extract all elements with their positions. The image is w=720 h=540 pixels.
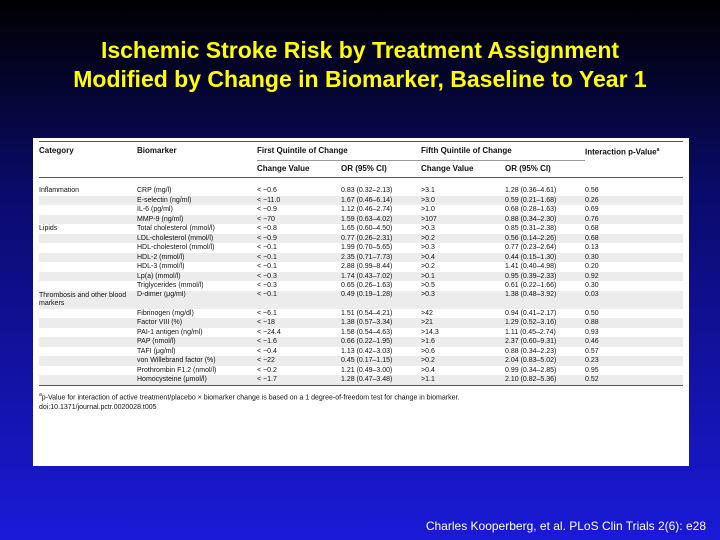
cell-q1-or: 0.65 (0.26–1.63): [341, 282, 393, 290]
cell-q1-or: 2.88 (0.99–8.44): [341, 263, 393, 271]
cell-category: [39, 215, 137, 225]
cell-category: [39, 375, 137, 385]
cell-category: [39, 243, 137, 253]
cell-p-value: 0.50: [585, 309, 599, 317]
cell-q1-change: < −24.4: [257, 328, 281, 336]
table-panel: [33, 138, 689, 466]
cell-q1-or: 1.51 (0.54–4.21): [341, 309, 393, 317]
cell-biomarker: IL-6 (pg/ml): [137, 206, 173, 214]
cell-biomarker: HDL-2 (mmol/l): [137, 253, 257, 263]
cell-q1-or: 0.83 (0.32–2.13): [341, 187, 393, 195]
cell-q1-change: < −0.1: [257, 244, 277, 252]
cell-q5-or: 1.11 (0.45–2.74): [505, 328, 556, 336]
table-row: [39, 366, 683, 376]
cell-biomarker: Fibrinogen (mg/dl): [137, 309, 194, 317]
cell-q1-change: < −1.6: [257, 337, 341, 347]
cell-q5-change: >1.6: [421, 337, 505, 347]
cell-q5-or: 0.59 (0.21–1.68): [505, 196, 585, 206]
table-row: [39, 215, 683, 225]
cell-q5-or: 0.99 (0.34–2.85): [505, 366, 557, 374]
cell-q1-or: 1.38 (0.57–3.34): [341, 318, 421, 328]
cell-q5-change: >0.2: [421, 356, 505, 366]
cell-q5-or: 0.77 (0.23–2.64): [505, 244, 557, 252]
table-row: [39, 337, 683, 347]
header-q1-change: Change Value: [257, 161, 341, 178]
cell-p-value: 0.88: [585, 318, 683, 328]
cell-q5-or: 0.56 (0.14–2.26): [505, 234, 585, 244]
header-category: Category: [39, 142, 137, 161]
cell-biomarker: Factor VIII (%): [137, 318, 257, 328]
cell-q1-change: < −0.4: [257, 347, 277, 355]
cell-category: [39, 272, 137, 282]
spacer-row: [39, 178, 683, 187]
citation: Charles Kooperberg, et al. PLoS Clin Trials 2(6): e28: [425, 519, 706, 533]
cell-q1-or: 1.21 (0.49–3.00): [341, 366, 393, 374]
cell-category: [39, 337, 137, 347]
cell-p-value: 0.52: [585, 375, 683, 385]
table-row: [39, 356, 683, 366]
header-interaction: [585, 142, 683, 161]
cell-p-value: 0.68: [585, 234, 683, 244]
cell-p-value: 0.26: [585, 196, 683, 206]
cell-category: [39, 262, 137, 272]
cell-q1-change: < −0.1: [257, 263, 277, 271]
cell-category: Lipids: [39, 225, 58, 233]
table-row: [39, 205, 683, 215]
cell-category: [39, 281, 137, 291]
cell-biomarker: LDL-cholesterol (mmol/l): [137, 234, 257, 244]
cell-p-value: 0.30: [585, 282, 599, 290]
table-row: [39, 281, 683, 291]
cell-q5-or: 2.37 (0.60–9.31): [505, 337, 585, 347]
cell-q1-change: < −0.8: [257, 225, 277, 233]
cell-category: Inflammation: [39, 187, 80, 195]
header-interaction-label: Interaction p-Value: [585, 147, 657, 157]
cell-q5-change: >42: [421, 309, 433, 317]
cell-q5-or: 0.68 (0.28–1.63): [505, 206, 557, 214]
cell-category: [39, 328, 137, 338]
cell-biomarker: Triglycerides (mmol/l): [137, 282, 204, 290]
cell-q1-change: < −1.7: [257, 375, 341, 385]
footnote-sup: a: [39, 391, 42, 398]
cell-q1-change: < −0.2: [257, 366, 277, 374]
cell-q5-change: >21: [421, 318, 505, 328]
cell-biomarker: CRP (mg/l): [137, 187, 172, 195]
cell-biomarker: HDL-3 (mmol/l): [137, 263, 185, 271]
cell-p-value: 0.20: [585, 263, 599, 271]
cell-biomarker: von Willebrand factor (%): [137, 356, 257, 366]
cell-biomarker: Total cholesterol (mmol/l): [137, 225, 215, 233]
cell-q5-or: 0.85 (0.31–2.38): [505, 225, 557, 233]
table-row: [39, 291, 683, 309]
cell-q1-change: < −0.3: [257, 282, 277, 290]
table-footnote: [39, 390, 683, 413]
cell-p-value: 0.92: [585, 272, 683, 282]
cell-p-value: 0.95: [585, 366, 599, 374]
cell-category: [39, 196, 137, 206]
header-first-quintile: First Quintile of Change: [257, 142, 421, 161]
table-row: [39, 196, 683, 206]
cell-q5-change: >3.1: [421, 187, 435, 195]
cell-q1-or: 2.35 (0.71–7.73): [341, 253, 421, 263]
cell-p-value: 0.56: [585, 187, 599, 195]
cell-q1-change: < −0.1: [257, 291, 341, 309]
table-row: [39, 272, 683, 282]
cell-p-value: 0.03: [585, 291, 683, 309]
cell-p-value: 0.68: [585, 225, 599, 233]
header-fifth-quintile: Fifth Quintile of Change: [421, 142, 585, 161]
cell-q5-or: 0.88 (0.34–2.30): [505, 215, 585, 225]
cell-q5-change: >1.1: [421, 375, 505, 385]
cell-category: Thrombosis and other blood markers: [39, 291, 137, 309]
cell-q1-change: < −70: [257, 215, 341, 225]
table-row: [39, 347, 683, 357]
cell-q1-change: < −0.1: [257, 253, 341, 263]
cell-q5-change: >107: [421, 215, 505, 225]
header-biomarker: Biomarker: [137, 142, 257, 161]
table-row: [39, 224, 683, 234]
cell-q5-change: >0.3: [421, 291, 505, 309]
cell-category: [39, 205, 137, 215]
cell-q1-or: 1.12 (0.46–2.74): [341, 206, 393, 214]
title-line-2: Modified by Change in Biomarker, Baseline to Year 1: [73, 66, 647, 92]
biomarker-table: [39, 141, 683, 386]
cell-p-value: 0.46: [585, 337, 683, 347]
cell-q5-or: 0.44 (0.15–1.30): [505, 253, 585, 263]
cell-biomarker: TAFI (μg/ml): [137, 347, 176, 355]
cell-p-value: 0.69: [585, 206, 599, 214]
cell-q1-or: 0.66 (0.22–1.95): [341, 337, 421, 347]
cell-q5-or: 1.41 (0.40–4.98): [505, 263, 557, 271]
cell-category: [39, 318, 137, 328]
cell-category: [39, 347, 137, 357]
table-row: [39, 243, 683, 253]
header-q1-or: OR (95% CI): [341, 161, 421, 178]
cell-q5-change: >0.6: [421, 347, 435, 355]
header-q5-or: OR (95% CI): [505, 161, 585, 178]
cell-category: [39, 253, 137, 263]
cell-q5-change: >0.4: [421, 253, 505, 263]
cell-q5-or: 2.10 (0.82–5.36): [505, 375, 585, 385]
table-row: [39, 328, 683, 338]
cell-category: [39, 234, 137, 244]
cell-q1-change: < −18: [257, 318, 341, 328]
cell-q5-change: >0.5: [421, 282, 435, 290]
cell-biomarker: HDL-cholesterol (mmol/l): [137, 244, 215, 252]
cell-q1-or: 1.99 (0.70–5.65): [341, 244, 393, 252]
cell-q1-or: 1.67 (0.46–6.14): [341, 196, 421, 206]
cell-q5-or: 1.28 (0.36–4.61): [505, 187, 557, 195]
cell-p-value: 0.57: [585, 347, 599, 355]
cell-biomarker: PAI-1 antigen (ng/ml): [137, 328, 203, 336]
doi-text: doi:10.1371/journal.pctr.0020028.t005: [39, 403, 157, 411]
table-row: [39, 186, 683, 196]
cell-q5-or: 0.94 (0.41–2.17): [505, 309, 557, 317]
cell-q1-or: 0.45 (0.17–1.15): [341, 356, 421, 366]
cell-p-value: 0.93: [585, 328, 599, 336]
cell-p-value: 0.23: [585, 356, 683, 366]
cell-q1-change: < −0.6: [257, 187, 277, 195]
cell-q5-or: 0.95 (0.39–2.33): [505, 272, 585, 282]
cell-q1-change: < −0.3: [257, 272, 341, 282]
table-row: [39, 318, 683, 328]
cell-q1-or: 1.59 (0.63–4.02): [341, 215, 421, 225]
header-q5-change: Change Value: [421, 161, 505, 178]
cell-q1-or: 1.65 (0.60–4.50): [341, 225, 393, 233]
cell-category: [39, 356, 137, 366]
cell-biomarker: Prothrombin F1.2 (nmol/l): [137, 366, 217, 374]
table-row: [39, 262, 683, 272]
table-body: [39, 178, 683, 386]
cell-q1-or: 1.74 (0.43–7.02): [341, 272, 421, 282]
title-line-1: Ischemic Stroke Risk by Treatment Assignment: [100, 37, 620, 63]
cell-q1-or: 0.49 (0.19–1.28): [341, 291, 421, 309]
cell-q5-change: >0.3: [421, 225, 435, 233]
cell-q5-or: 0.61 (0.22–1.66): [505, 282, 557, 290]
cell-q5-or: 1.29 (0.52–3.16): [505, 318, 585, 328]
cell-q5-change: >0.3: [421, 244, 435, 252]
cell-q1-or: 1.13 (0.42–3.03): [341, 347, 393, 355]
cell-p-value: 0.76: [585, 215, 683, 225]
cell-q5-or: 0.88 (0.34–2.23): [505, 347, 557, 355]
cell-q1-change: < −11.0: [257, 196, 341, 206]
cell-biomarker: D-dimer (μg/ml): [137, 291, 257, 309]
slide-title: [0, 36, 720, 94]
cell-q1-or: 1.28 (0.47–3.48): [341, 375, 421, 385]
cell-q1-change: < −6.1: [257, 309, 277, 317]
cell-category: [39, 309, 137, 319]
cell-biomarker: Lp(a) (mmol/l): [137, 272, 257, 282]
cell-q1-or: 0.77 (0.26–2.31): [341, 234, 421, 244]
cell-q5-change: >3.0: [421, 196, 505, 206]
cell-q5-change: >0.2: [421, 234, 505, 244]
cell-q1-change: < −0.9: [257, 234, 341, 244]
cell-q5-change: >1.0: [421, 206, 435, 214]
table-row: [39, 375, 683, 385]
cell-p-value: 0.30: [585, 253, 683, 263]
table-row: [39, 309, 683, 319]
cell-q5-or: 2.04 (0.83–5.02): [505, 356, 585, 366]
cell-q5-change: >0.4: [421, 366, 435, 374]
cell-biomarker: MMP-9 (ng/ml): [137, 215, 257, 225]
cell-q1-change: < −0.9: [257, 206, 277, 214]
cell-q5-change: >0.2: [421, 263, 435, 271]
cell-q1-or: 1.58 (0.54–4.63): [341, 328, 393, 336]
header-interaction-sup: a: [656, 147, 660, 153]
cell-q1-change: < −22: [257, 356, 341, 366]
table-row: [39, 253, 683, 263]
cell-biomarker: PAP (nmol/l): [137, 337, 257, 347]
cell-category: [39, 366, 137, 376]
footnote-text: p-Value for interaction of active treatment/placebo × biomarker change is based on a 1 degree-of-freedom test for change in biomarker.: [41, 393, 460, 401]
cell-p-value: 0.13: [585, 244, 599, 252]
table-row: [39, 234, 683, 244]
cell-q5-change: >14.3: [421, 328, 439, 336]
cell-q5-or: 1.38 (0.48–3.92): [505, 291, 585, 309]
cell-biomarker: Homocysteine (μmol/l): [137, 375, 257, 385]
cell-q5-change: >0.1: [421, 272, 505, 282]
cell-biomarker: E-selectin (ng/ml): [137, 196, 257, 206]
